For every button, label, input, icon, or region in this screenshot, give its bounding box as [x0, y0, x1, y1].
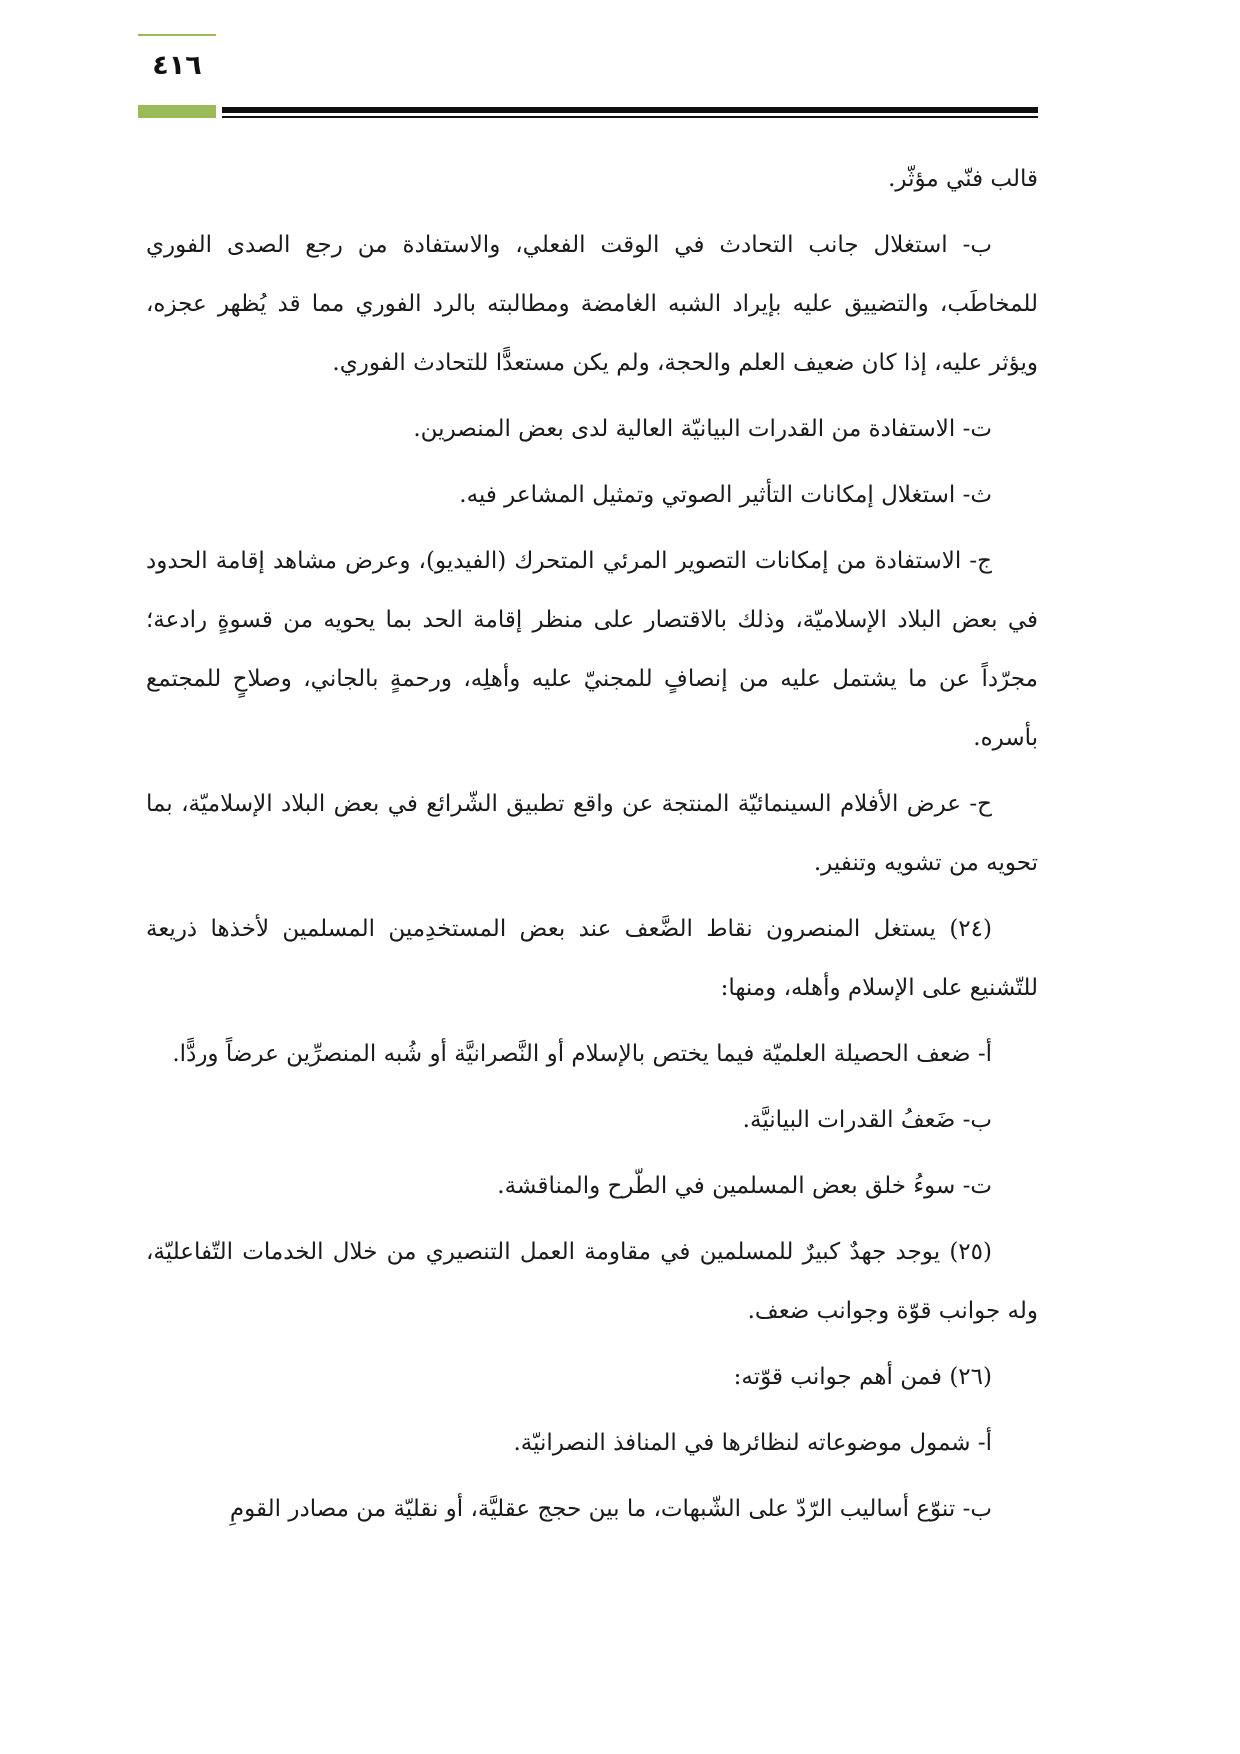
header-accent-bar: [138, 105, 216, 118]
paragraph-item-ha: ح- عرض الأفلام السينمائيّة المنتجة عن واقع تطبيق الشّرائع في بعض البلاد الإسلاميّة، بما تحويه من تشويه وتنفير.: [146, 791, 1038, 876]
paragraph-continuation: قالب فنّي مؤثّر.: [888, 166, 1038, 192]
paragraph-point-24: (٢٤) يستغل المنصرون نقاط الضَّعف عند بعض المستخدِمين المسلمين لأخذها ذريعة للتّشنيع على الإسلام وأهله، ومنها:: [146, 916, 1038, 1001]
header-accent-line-top: [138, 34, 216, 36]
paragraph-item-tha: ث- استغلال إمكانات التأثير الصوتي وتمثيل المشاعر فيه.: [459, 482, 992, 508]
paragraph-item-alif-2: أ- شمول موضوعاته لنظائرها في المنافذ النصرانيّة.: [513, 1430, 992, 1456]
paragraph-point-26: (٢٦) فمن أهم جوانب قوّته:: [733, 1364, 992, 1390]
paragraph-item-ba: ب- استغلال جانب التحادث في الوقت الفعلي، والاستفادة من رجع الصدى الفوري للمخاطَب، والتضييق عليه بإيراد الشبه الغامضة ومطالبته بالرد الفوري مما قد يُظهر عجزه، ويؤثر عليه، إذا كان ضعيف العلم والحجة، ولم يكن مستعدًّا للتحادث الفوري.: [146, 232, 1038, 376]
paragraph-point-25: (٢٥) يوجد جهدٌ كبيرٌ للمسلمين في مقاومة العمل التنصيري من خلال الخدمات التّفاعليّة، وله جوانب قوّة وجوانب ضعف.: [146, 1239, 1038, 1324]
page-number: ٤١٦: [152, 50, 202, 81]
paragraph-item-ba-2: ب- ضَعفُ القدرات البيانيَّة.: [742, 1107, 992, 1133]
paragraph-item-jim: ج- الاستفادة من إمكانات التصوير المرئي المتحرك (الفيديو)، وعرض مشاهد إقامة الحدود في بعض البلاد الإسلاميّة، وذلك بالاقتصار على منظر إقامة الحد بما يحويه من قسوةٍ رادعة؛ مجرّداً عن ما يشتمل عليه من إنصافٍ للمجنيّ عليه وأهلِه، ورحمةٍ بالجاني، وصلاحٍ للمجتمع بأسره.: [146, 548, 1038, 751]
header-rule-thick: [222, 107, 1038, 113]
page-body: [146, 150, 1038, 1546]
paragraph-item-ta-2: ت- سوءُ خلق بعض المسلمين في الطّرح والمناقشة.: [497, 1173, 992, 1199]
header-rule-thin: [222, 116, 1038, 118]
paragraph-item-ta: ت- الاستفادة من القدرات البيانيّة العالية لدى بعض المنصرين.: [413, 416, 992, 442]
paragraph-item-alif: أ- ضعف الحصيلة العلميّة فيما يختص بالإسلام أو النَّصرانيَّة أو شُبه المنصرِّين عرضاً وردًّا.: [172, 1041, 992, 1067]
paragraph-item-ba-3: ب- تنوّع أساليب الرّدّ على الشّبهات، ما بين حجج عقليَّة، أو نقليّة من مصادر القومِ: [229, 1496, 992, 1522]
